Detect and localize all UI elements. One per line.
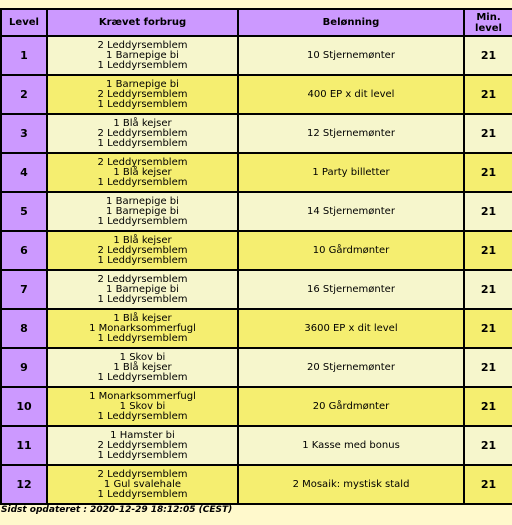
level-cell: 9 — [2, 349, 46, 386]
table-row — [2, 466, 512, 503]
table-row — [2, 232, 512, 269]
required-cell — [48, 427, 237, 464]
required-item: 1 Gul svalehale — [103, 478, 182, 490]
min-level-cell: 21 — [465, 310, 512, 347]
reward-cell: 16 Stjernemønter — [239, 271, 463, 308]
required-item: 1 Skov bi — [119, 351, 166, 363]
required-cell — [48, 349, 237, 386]
level-cell: 4 — [2, 154, 46, 191]
header-min-level: Min. level — [465, 10, 512, 35]
min-level-cell: 21 — [465, 427, 512, 464]
min-level-cell: 21 — [465, 76, 512, 113]
required-item: 1 Blå kejser — [113, 361, 172, 373]
required-item: 1 Leddyrsemblem — [97, 176, 188, 188]
level-cell: 12 — [2, 466, 46, 503]
required-cell — [48, 154, 237, 191]
required-item: 1 Leddyrsemblem — [97, 488, 188, 500]
required-item: 1 Barnepige bi — [106, 78, 179, 90]
min-level-cell: 21 — [465, 388, 512, 425]
required-item: 1 Barnepige bi — [106, 49, 179, 61]
table-row — [2, 349, 512, 386]
level-cell: 10 — [2, 388, 46, 425]
required-item: 1 Monarksommerfugl — [89, 390, 196, 402]
level-cell: 8 — [2, 310, 46, 347]
table-row — [2, 271, 512, 308]
reward-cell: 20 Gårdmønter — [239, 388, 463, 425]
min-level-cell: 21 — [465, 115, 512, 152]
required-item: 1 Blå kejser — [113, 166, 172, 178]
required-cell — [48, 388, 237, 425]
required-item: 1 Monarksommerfugl — [89, 322, 196, 334]
required-item: 1 Skov bi — [119, 400, 166, 412]
required-item: 2 Leddyrsemblem — [97, 127, 188, 139]
required-item: 1 Leddyrsemblem — [97, 98, 188, 110]
level-cell: 2 — [2, 76, 46, 113]
reward-cell: 12 Stjernemønter — [239, 115, 463, 152]
required-item: 2 Leddyrsemblem — [97, 156, 188, 168]
table-body — [2, 37, 512, 503]
table-row — [2, 76, 512, 113]
table-row — [2, 115, 512, 152]
reward-cell: 10 Gårdmønter — [239, 232, 463, 269]
header-level: Level — [2, 10, 46, 35]
required-item: 2 Leddyrsemblem — [97, 88, 188, 100]
reward-cell: 14 Stjernemønter — [239, 193, 463, 230]
required-cell — [48, 37, 237, 74]
table-row — [2, 154, 512, 191]
reward-cell: 10 Stjernemønter — [239, 37, 463, 74]
min-level-cell: 21 — [465, 37, 512, 74]
level-cell: 1 — [2, 37, 46, 74]
level-cell: 6 — [2, 232, 46, 269]
required-cell — [48, 271, 237, 308]
level-cell: 3 — [2, 115, 46, 152]
header-required: Krævet forbrug — [48, 10, 237, 35]
table-row — [2, 193, 512, 230]
min-level-cell: 21 — [465, 193, 512, 230]
required-item: 1 Leddyrsemblem — [97, 137, 188, 149]
min-level-cell: 21 — [465, 349, 512, 386]
level-cell: 11 — [2, 427, 46, 464]
min-level-cell: 21 — [465, 232, 512, 269]
level-cell: 7 — [2, 271, 46, 308]
required-item: 1 Leddyrsemblem — [97, 410, 188, 422]
min-level-cell: 21 — [465, 271, 512, 308]
required-item: 2 Leddyrsemblem — [97, 468, 188, 480]
reward-cell: 20 Stjernemønter — [239, 349, 463, 386]
required-cell — [48, 232, 237, 269]
required-item: 1 Leddyrsemblem — [97, 332, 188, 344]
table-row — [2, 427, 512, 464]
required-item: 1 Leddyrsemblem — [97, 293, 188, 305]
required-cell — [48, 115, 237, 152]
header-reward: Belønning — [239, 10, 463, 35]
required-item: 1 Blå kejser — [113, 312, 172, 324]
required-cell — [48, 310, 237, 347]
required-item: 1 Blå kejser — [113, 117, 172, 129]
reward-cell: 2 Mosaik: mystisk stald — [239, 466, 463, 503]
required-item: 1 Barnepige bi — [106, 283, 179, 295]
last-updated: Sidst opdateret : 2020-12-29 18:12:05 (CEST) — [1, 505, 233, 515]
reward-cell: 3600 EP x dit level — [239, 310, 463, 347]
required-item: 1 Leddyrsemblem — [97, 254, 188, 266]
reward-cell: 400 EP x dit level — [239, 76, 463, 113]
required-item: 2 Leddyrsemblem — [97, 439, 188, 451]
min-level-cell: 21 — [465, 466, 512, 503]
required-cell — [48, 76, 237, 113]
required-item: 1 Blå kejser — [113, 234, 172, 246]
rewards-table — [0, 8, 512, 505]
required-item: 2 Leddyrsemblem — [97, 244, 188, 256]
required-item: 1 Leddyrsemblem — [97, 215, 188, 227]
table-row — [2, 310, 512, 347]
table-row — [2, 37, 512, 74]
required-cell — [48, 466, 237, 503]
reward-cell: 1 Kasse med bonus — [239, 427, 463, 464]
required-item: 1 Leddyrsemblem — [97, 449, 188, 461]
table-row — [2, 388, 512, 425]
reward-cell: 1 Party billetter — [239, 154, 463, 191]
table-header-row — [2, 10, 512, 35]
min-level-cell: 21 — [465, 154, 512, 191]
level-cell: 5 — [2, 193, 46, 230]
required-item: 1 Hamster bi — [110, 429, 175, 441]
required-item: 2 Leddyrsemblem — [97, 39, 188, 51]
required-item: 1 Barnepige bi — [106, 205, 179, 217]
required-cell — [48, 193, 237, 230]
required-item: 1 Leddyrsemblem — [97, 59, 188, 71]
required-item: 1 Barnepige bi — [106, 195, 179, 207]
required-item: 2 Leddyrsemblem — [97, 273, 188, 285]
required-item: 1 Leddyrsemblem — [97, 371, 188, 383]
